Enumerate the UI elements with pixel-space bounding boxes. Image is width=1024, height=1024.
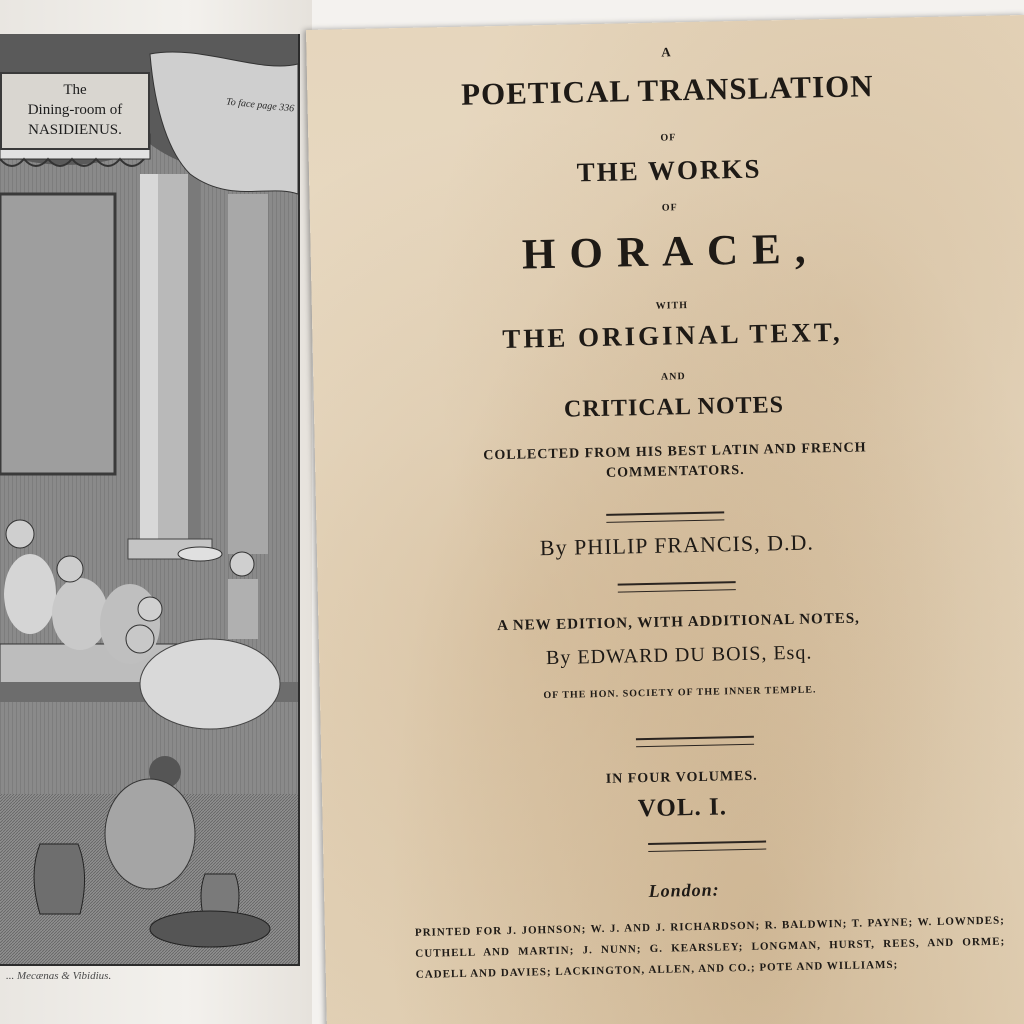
society-line: OF THE HON. SOCIETY OF THE INNER TEMPLE. — [543, 684, 817, 702]
rule-divider — [618, 581, 736, 592]
title-and: AND — [660, 371, 686, 383]
plate-caption: ... Mecænas & Vibidius. — [6, 970, 112, 982]
title-line-collected — [315, 435, 1024, 490]
title-with: WITH — [655, 300, 689, 312]
edition-line: A NEW EDITION, WITH ADDITIONAL NOTES, — [496, 610, 861, 635]
plate-facing-note: To face page 336 — [225, 96, 295, 115]
engraving-illustration — [0, 34, 298, 964]
rule-divider — [606, 511, 724, 522]
title-line-horace: HORACE, — [521, 225, 820, 279]
engraving-plate — [0, 34, 300, 966]
rule-divider — [636, 736, 754, 747]
plate-title-line: Dining-room of — [27, 102, 123, 118]
title-article: A — [661, 44, 672, 60]
plate-title-line: The — [63, 82, 87, 98]
imprint-printers: PRINTED FOR J. JOHNSON; W. J. AND J. RICHARDSON; R. BALDWIN; T. PAYNE; W. LOWNDES; CUTHELL AND MARTIN; J. NUNN; G. KEARSLEY; LONGMAN, HURST, REES, AND ORME; CADELL AND DAVIES; LACKINGTON, ALLEN, AND CO.; POTE AND WILLIAMS; — [414, 914, 1006, 981]
volume-number: VOL. I. — [637, 793, 728, 823]
left-page — [0, 0, 312, 1024]
collected-line-1: COLLECTED FROM HIS BEST LATIN AND FRENCH — [483, 440, 867, 464]
collected-line-2: COMMENTATORS. — [605, 462, 745, 481]
author-line: By PHILIP FRANCIS, D.D. — [539, 529, 815, 561]
title-line-poetical: POETICAL TRANSLATION — [460, 68, 874, 112]
volumes-line: IN FOUR VOLUMES. — [605, 768, 758, 787]
plate-title-cartouche — [0, 72, 150, 150]
title-of-2: OF — [661, 202, 678, 214]
editor-line: By EDWARD DU BOIS, Esq. — [545, 641, 813, 670]
plate-title-line: NASIDIENUS. — [28, 122, 122, 138]
title-of-1: OF — [660, 132, 677, 144]
imprint-city: London: — [648, 879, 720, 902]
title-page — [306, 15, 1024, 1024]
title-line-original-text: THE ORIGINAL TEXT, — [502, 316, 843, 354]
title-line-works: THE WORKS — [576, 153, 762, 188]
rule-divider — [648, 841, 766, 852]
title-line-critical-notes: CRITICAL NOTES — [563, 392, 785, 423]
